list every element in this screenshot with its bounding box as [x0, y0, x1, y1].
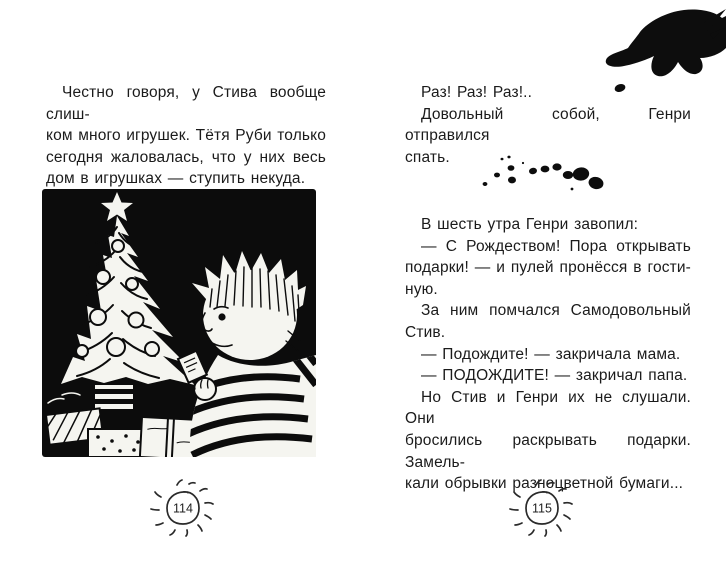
left-page-paragraph — [46, 82, 326, 190]
present-dotted — [88, 429, 146, 457]
text-line: Стив. — [405, 323, 446, 341]
text-line: Раз! Раз! Раз!.. — [421, 84, 533, 101]
present-ribbon — [140, 417, 198, 457]
page-number: 115 — [532, 501, 552, 516]
text-line: дом в игрушках — ступить некуда. — [46, 170, 306, 188]
text-line: спать. — [405, 148, 450, 166]
text-line: сегодня жаловалась, что у них весь — [46, 148, 326, 166]
text-line: В шесть утра Генри завопил: — [421, 216, 639, 233]
right-page-paragraph-2 — [405, 214, 691, 495]
text-line: ком много игрушек. Тётя Руби только — [46, 127, 326, 145]
text-line: кали обрывки разноцветной бумаги... — [405, 475, 684, 493]
christmas-illustration — [42, 189, 316, 457]
text-line: бросились раскрывать подарки. Замель- — [405, 431, 691, 471]
text-line: За ним помчался Самодовольный — [421, 302, 691, 320]
text-line: — С Рождеством! Пора открывать — [421, 237, 691, 255]
page-number: 114 — [173, 501, 193, 516]
text-line: — Подождите! — закричала мама. — [421, 345, 681, 363]
text-line: подарки! — и пулей пронёсся в гости- — [405, 259, 691, 277]
ink-dot-trail-icon — [477, 150, 617, 198]
boy-hand — [194, 378, 216, 400]
text-line: Честно говоря, у Стива вообще слиш- — [46, 84, 326, 123]
text-line: — ПОДОЖДИТЕ! — закричал папа. — [421, 367, 688, 385]
text-line: Но Стив и Генри их не слушали. Они — [405, 388, 691, 428]
page-number-sun — [147, 479, 219, 539]
page-number-sun — [506, 479, 578, 539]
text-line: ную. — [405, 280, 438, 298]
text-line: Довольный собой, Генри отправился — [405, 105, 691, 145]
